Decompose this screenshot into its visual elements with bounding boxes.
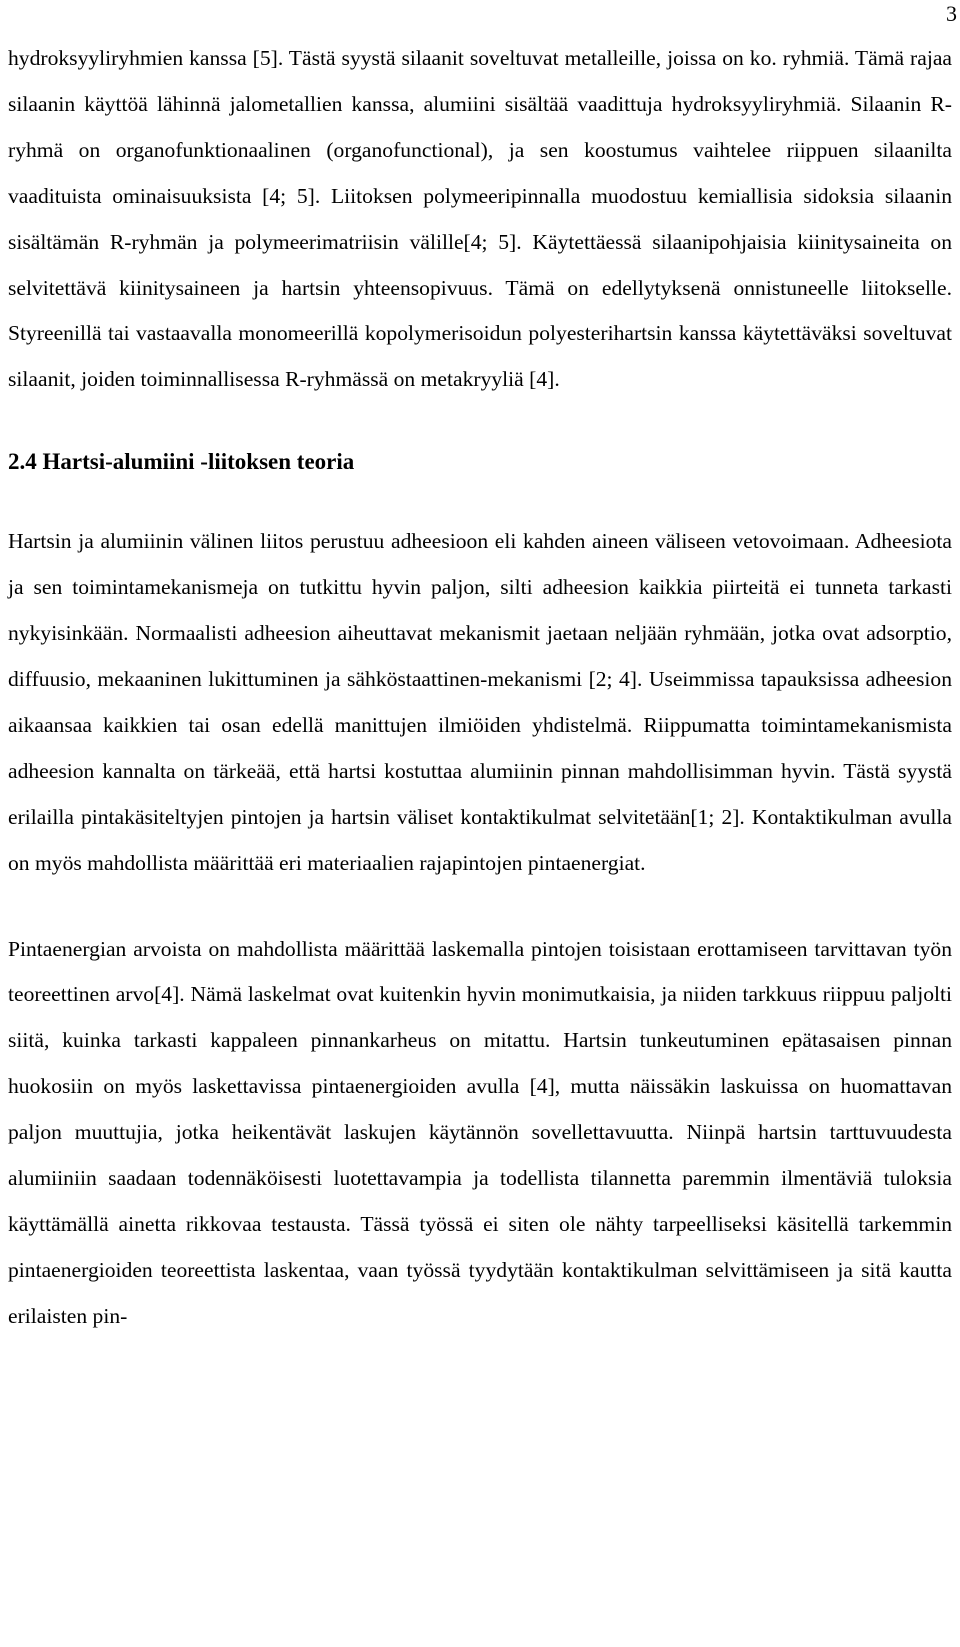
paragraph-silane: hydroksyyliryhmien kanssa [5]. Tästä syystä silaanit soveltuvat metalleille, joissa on ko. ryhmiä. Tämä rajaa silaanin käyttöä lähinnä jalometallien kanssa, alumiini sisältää vaadittuja hydroksyyliryhmiä. Silaanin R-ryhmä on organofunktionaalinen (organofunctional), ja sen koostumus vaihtelee riippuen silaanilta vaadituista ominaisuuksista [4; 5]. Liitoksen polymeeripinnalla muodostuu kemiallisia sidoksia silaanin sisältämän R-ryhmän ja polymeerimatriisin välille[4; 5]. Käytettäessä silaanipohjaisia kiinitysaineita on selvitettävä kiinitysaineen ja hartsin yhteensopivuus. Tämä on edellytyksenä onnistuneelle liitokselle. Styreenillä tai vastaavalla monomeerillä kopolymerisoidun polyesterihartsin kanssa käytettäväksi soveltuvat silaanit, joiden toiminnallisessa R-ryhmässä on metakryyliä [4].: [8, 46, 952, 392]
spacer: [8, 887, 952, 927]
section-heading: 2.4 Hartsi-alumiini -liitoksen teoria: [8, 449, 355, 475]
paragraph-adhesion: Hartsin ja alumiinin välinen liitos perustuu adheesioon eli kahden aineen väliseen vetovoimaan. Adheesiota ja sen toimintamekanismeja on tutkittu hyvin paljon, silti adheesion kaikkia piirteitä ei tunneta tarkasti nykyisinkään. Normaalisti adheesion aiheuttavat mekanismit jaetaan neljään ryhmään, jotka ovat adsorptio, diffuusio, mekaaninen lukittuminen ja sähköstaattinen-mekanismi [2; 4]. Useimmissa tapauksissa adheesion aikaansaa kaikkien tai osan edellä manittujen ilmiöiden yhdistelmä. Riippumatta toimintamekanismista adheesion kannalta on tärkeää, että hartsi kostuttaa alumiinin pinnan mahdollisimman hyvin. Tästä syystä erilailla pintakäsiteltyjen pintojen ja hartsin väliset kontaktikulmat selvitetään[1; 2]. Kontaktikulman avulla on myös mahdollista määrittää eri materiaalien rajapintojen pintaenergiat.: [8, 529, 952, 875]
page-number: 3: [946, 1, 957, 26]
spacer: [8, 485, 952, 519]
spacer: [8, 403, 952, 439]
paragraph-surface-energy: Pintaenergian arvoista on mahdollista määrittää laskemalla pintojen toisistaan erottamiseen tarvittavan työn teoreettinen arvo[4]. Nämä laskelmat ovat kuitenkin hyvin monimutkaisia, ja niiden tarkkuus riippuu paljolti siitä, kuinka tarkasti kappaleen pinnankarheus on mitattu. Hartsin tunkeutuminen epätasaisen pinnan huokosiin on myös laskettavissa pintaenergioiden avulla [4], mutta näissäkin laskuissa on huomattavan paljon muuttujia, jotka heikentävät laskujen käytännön sovellettavuutta. Niinpä hartsin tarttuvuudesta alumiiniin saadaan todennäköisesti luotettavampia ja todellista tilannetta paremmin ilmentäviä tuloksia käyttämällä ainetta rikkovaa testausta. Tässä työssä ei siten ole nähty tarpeelliseksi käsitellä tarkemmin pintaenergioiden teoreettista laskentaa, vaan työssä tyydytään kontaktikulman selvittämiseen ja sitä kautta erilaisten pin-: [8, 936, 952, 1328]
